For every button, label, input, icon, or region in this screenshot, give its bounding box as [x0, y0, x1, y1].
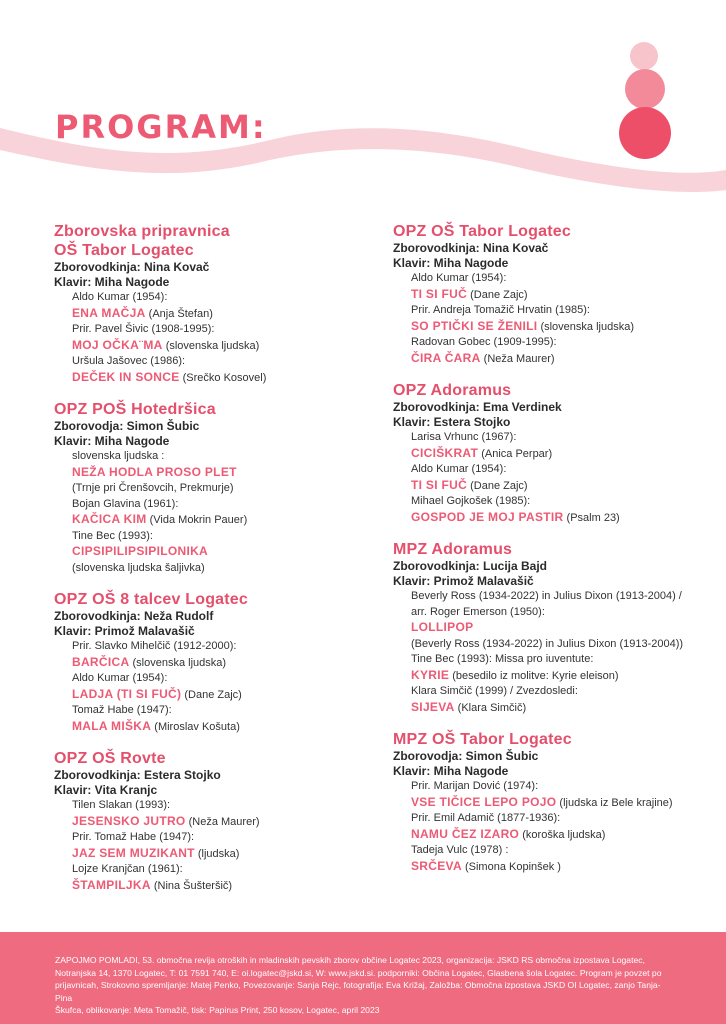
song-note: (Dane Zajc): [467, 479, 528, 492]
composer-line: Tomaž Habe (1947):: [72, 704, 172, 716]
composer-line: (Beverly Ross (1934-2022) in Julius Dixon (1913-2004)): [411, 637, 684, 650]
program-list: [54, 449, 374, 576]
composer-line: Prir. Marijan Dović (1974):: [411, 780, 539, 792]
choir-name: MPZ OŠ Tabor Logatec: [393, 731, 572, 748]
song-note: (Klara Simčič): [454, 701, 527, 714]
song-note: (slovenska ljudska): [129, 656, 227, 669]
song-title: ŠTAMPILJKA: [72, 877, 151, 892]
song-line: [72, 465, 374, 482]
song-title: NEŽA HODLA PROSO PLET: [72, 464, 237, 479]
program-list: [54, 798, 374, 894]
footer-credits: [55, 954, 673, 1017]
song-line: [72, 878, 374, 895]
song-line: [411, 510, 713, 527]
song-title: LOLLIPOP: [411, 620, 474, 634]
composer-line: Prir. Emil Adamič (1877-1936):: [411, 812, 561, 824]
composer-line: Aldo Kumar (1954):: [72, 672, 168, 684]
composer-line: Klara Simčič (1999) / Zvezdosledi:: [411, 685, 578, 697]
program-column-left: [54, 222, 374, 908]
choir-role: Zborovodja: Simon Šubic: [393, 749, 539, 763]
composer-line: Bojan Glavina (1961):: [72, 497, 179, 510]
song-note: (besedilo iz molitve: Kyrie eleison): [449, 669, 619, 682]
song-title: KYRIE: [411, 667, 450, 682]
song-line: [411, 700, 713, 717]
choir-role: Zborovodkinja: Neža Rudolf: [54, 609, 214, 623]
choir-role: Klavir: Primož Malavašič: [393, 574, 534, 588]
song-title: VSE TIČICE LEPO POJO: [411, 794, 557, 809]
choir-role: Klavir: Miha Nagode: [393, 764, 509, 778]
song-line: [411, 446, 713, 463]
song-line: [72, 719, 374, 736]
song-title: ENA MAČJA: [72, 305, 146, 320]
composer-line: Aldo Kumar (1954):: [411, 463, 507, 475]
song-title: LADJA (TI SI FUČ): [72, 686, 182, 701]
composer-line: Prir. Andreja Tomažič Hrvatin (1985):: [411, 304, 590, 316]
song-title: CIPSIPILIPSIPILONIKA: [72, 544, 209, 558]
choir-block: [393, 381, 713, 526]
choir-name: Zborovska pripravnica: [54, 223, 230, 240]
song-line: [72, 512, 374, 529]
song-note: (slovenska ljudska): [162, 339, 260, 352]
choir-role: Klavir: Miha Nagode: [54, 434, 170, 448]
song-line: [72, 544, 374, 561]
composer-line: Tine Bec (1993):: [72, 529, 153, 542]
song-note: (Neža Maurer): [480, 352, 555, 365]
program-list: [393, 430, 713, 526]
composer-line: Beverly Ross (1934-2022) in Julius Dixon (1913-2004) /: [411, 590, 682, 602]
song-note: (Nina Šušteršič): [150, 879, 233, 892]
composer-line: arr. Roger Emerson (1950):: [411, 605, 545, 618]
footer-line: Notranjska 14, 1370 Logatec, T: 01 7591 740, E: oi.logatec@jskd.si, W: www.jskd.si. podporniki: Občina Logatec, Glasbena šola Logatec. Program je povzet po: [55, 967, 662, 978]
song-note: (Anja Štefan): [145, 307, 213, 320]
song-title: TI SI FUČ: [411, 477, 468, 492]
choir-role: Klavir: Primož Malavašič: [54, 624, 195, 638]
song-title: MOJ OČKA¨MA: [72, 337, 163, 352]
song-title: GOSPOD JE MOJ PASTIR: [411, 509, 564, 524]
composer-line: Prir. Pavel Šivic (1908-1995):: [72, 323, 215, 335]
composer-line: Prir. Slavko Mihelčič (1912-2000):: [72, 640, 237, 652]
choir-block: [54, 590, 374, 735]
composer-line: Mihael Gojkošek (1985):: [411, 495, 531, 507]
composer-line: Radovan Gobec (1909-1995):: [411, 336, 557, 348]
song-note: (ljudska iz Bele krajine): [556, 796, 673, 809]
choir-name: OPZ OŠ Tabor Logatec: [393, 223, 571, 240]
composer-line: Prir. Tomaž Habe (1947):: [72, 831, 195, 843]
song-title: BARČICA: [72, 654, 130, 669]
song-title: JESENSKO JUTRO: [72, 813, 186, 828]
choir-name: OPZ Adoramus: [393, 382, 512, 399]
page-title: PROGRAM:: [55, 108, 267, 146]
choir-block: [54, 749, 374, 894]
composer-line: Tilen Slakan (1993):: [72, 799, 171, 811]
song-line: [411, 478, 713, 495]
composer-line: Larisa Vrhunc (1967):: [411, 431, 517, 443]
song-line: [411, 351, 713, 368]
composer-line: Aldo Kumar (1954):: [72, 291, 168, 303]
choir-role: Klavir: Miha Nagode: [393, 256, 509, 270]
song-note: (Dane Zajc): [467, 288, 528, 301]
choir-block: [393, 222, 713, 367]
composer-line: (Trnje pri Črenšovcih, Prekmurje): [72, 482, 234, 494]
program-list: [54, 290, 374, 386]
song-line: [411, 795, 713, 812]
composer-line: slovenska ljudska :: [72, 450, 165, 462]
circle-mid: [625, 69, 665, 109]
program-list: [393, 779, 713, 875]
choir-role: Zborovodkinja: Nina Kovač: [54, 260, 210, 274]
choir-role: Zborovodkinja: Lucija Bajd: [393, 559, 548, 573]
song-line: [411, 827, 713, 844]
song-title: SRČEVA: [411, 858, 462, 873]
song-line: [72, 338, 374, 355]
choir-block: [54, 400, 374, 576]
choir-block: [393, 730, 713, 875]
choir-role: Zborovodkinja: Nina Kovač: [393, 241, 549, 255]
song-title: ČIRA ČARA: [411, 350, 481, 365]
choir-name: OPZ POŠ Hotedršica: [54, 401, 216, 418]
choir-block: [54, 222, 374, 386]
composer-line: (slovenska ljudska šaljivka): [72, 561, 205, 574]
song-title: KAČICA KIM: [72, 512, 147, 526]
song-note: (Srečko Kosovel): [179, 371, 267, 384]
song-note: (Neža Maurer): [185, 815, 260, 828]
song-title: NAMU ČEZ IZARO: [411, 826, 520, 841]
song-line: [411, 620, 713, 637]
song-note: (slovenska ljudska): [537, 320, 634, 333]
song-title: MALA MIŠKA: [72, 718, 152, 733]
choir-role: Zborovodkinja: Ema Verdinek: [393, 400, 562, 414]
footer-line: prijavnicah, Strokovno spremljanje: Matej Penko, Povezovanje: Sanja Rejc, fotografija: Eva Križaj, Založba: Območna izpostava JSKD OI Logatec, zanjo Tanja-Pina: [55, 980, 661, 1003]
choir-role: Zborovodja: Simon Šubic: [54, 419, 200, 433]
song-note: (Miroslav Košuta): [151, 720, 240, 733]
song-title: SO PTIČKI SE ŽENILI: [411, 318, 538, 333]
song-title: SIJEVA: [411, 699, 455, 714]
song-note: (Dane Zajc): [181, 688, 242, 701]
song-line: [411, 859, 713, 876]
song-line: [411, 319, 713, 336]
song-title: TI SI FUČ: [411, 286, 468, 301]
composer-line: Uršula Jašovec (1986):: [72, 355, 186, 367]
song-title: JAZ SEM MUZIKANT: [72, 845, 195, 860]
composer-line: Tine Bec (1993): Missa pro iuventute:: [411, 653, 594, 665]
program-list: [54, 639, 374, 735]
program-list: [393, 271, 713, 367]
song-note: (Psalm 23): [563, 511, 620, 524]
choir-name: OPZ OŠ 8 talcev Logatec: [54, 591, 248, 608]
song-title: DEČEK IN SONCE: [72, 369, 180, 384]
footer-line: Škufca, oblikovanje: Meta Tomažič, tisk: Papirus Print, 250 kosov, Logatec, april 2023: [55, 1005, 380, 1015]
song-note: (Vida Mokrin Pauer): [146, 514, 248, 526]
song-note: (koroška ljudska): [519, 828, 606, 841]
song-line: [72, 814, 374, 831]
composer-line: Lojze Kranjčan (1961):: [72, 863, 183, 875]
choir-role: Klavir: Miha Nagode: [54, 275, 170, 289]
song-line: [411, 287, 713, 304]
song-note: (ljudska): [194, 847, 240, 860]
song-line: [411, 668, 713, 685]
circle-light: [630, 42, 658, 70]
song-title: CICIŠKRAT: [411, 445, 479, 460]
song-line: [72, 370, 374, 387]
song-line: [72, 655, 374, 672]
choir-name: OŠ Tabor Logatec: [54, 242, 194, 259]
composer-line: Aldo Kumar (1954):: [411, 272, 507, 284]
footer-line: ZAPOJMO POMLADI, 53. območna revija otroških in mladinskih pevskih zborov občine Logatec 2023, organizacija: JSKD RS območna izpostava Logatec,: [55, 955, 645, 965]
choir-block: [393, 540, 713, 716]
footer-band: [0, 932, 726, 1024]
choir-role: Klavir: Vita Kranjc: [54, 783, 158, 797]
song-line: [72, 306, 374, 323]
song-line: [72, 687, 374, 704]
program-column-right: [393, 222, 713, 889]
program-list: [393, 589, 713, 716]
circle-dark: [619, 107, 671, 159]
choir-name: OPZ OŠ Rovte: [54, 750, 166, 767]
choir-role: Zborovodkinja: Estera Stojko: [54, 768, 221, 782]
song-line: [72, 846, 374, 863]
song-note: (Simona Kopinšek ): [461, 860, 561, 873]
song-note: (Anica Perpar): [478, 447, 553, 460]
composer-line: Tadeja Vulc (1978) :: [411, 844, 509, 856]
choir-role: Klavir: Estera Stojko: [393, 415, 511, 429]
choir-name: MPZ Adoramus: [393, 541, 513, 558]
